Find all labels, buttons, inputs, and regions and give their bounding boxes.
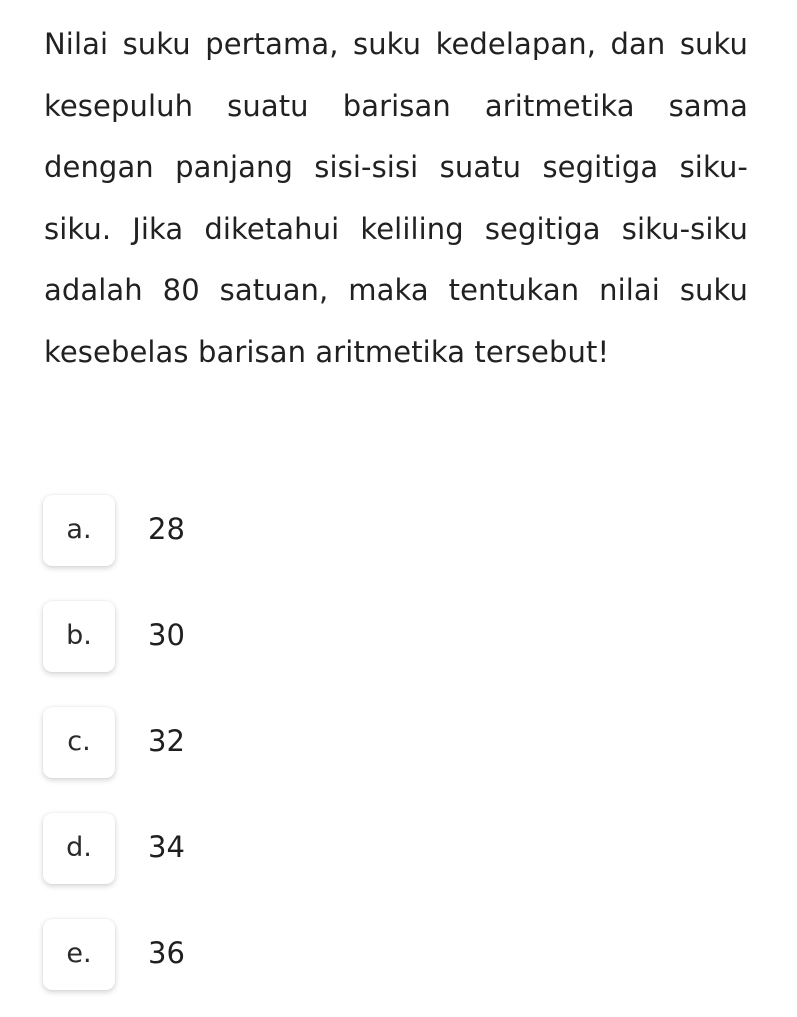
option-letter[interactable]: e.: [43, 919, 115, 990]
question-text: Nilai suku pertama, suku kedelapan, dan suku kesepuluh suatu barisan aritmetika sama dengan panjang sisi-sisi suatu segitiga siku-siku. Jika diketahui keliling segitiga siku-siku adalah 80 satuan, maka tentukan nilai suku kesebelas barisan aritmetika tersebut!: [44, 27, 748, 369]
option-value[interactable]: 36: [148, 935, 185, 970]
option-value[interactable]: 32: [148, 723, 185, 758]
option-value[interactable]: 34: [148, 829, 185, 864]
option-letter[interactable]: d.: [43, 813, 115, 884]
option-letter[interactable]: b.: [43, 601, 115, 672]
option-value[interactable]: 30: [148, 617, 185, 652]
option-d[interactable]: [43, 813, 443, 884]
option-b[interactable]: [43, 601, 443, 672]
option-e[interactable]: [43, 919, 443, 990]
option-letter[interactable]: a.: [43, 495, 115, 566]
option-c[interactable]: [43, 707, 443, 778]
option-value[interactable]: 28: [148, 511, 185, 546]
option-a[interactable]: [43, 495, 443, 566]
option-letter[interactable]: c.: [43, 707, 115, 778]
